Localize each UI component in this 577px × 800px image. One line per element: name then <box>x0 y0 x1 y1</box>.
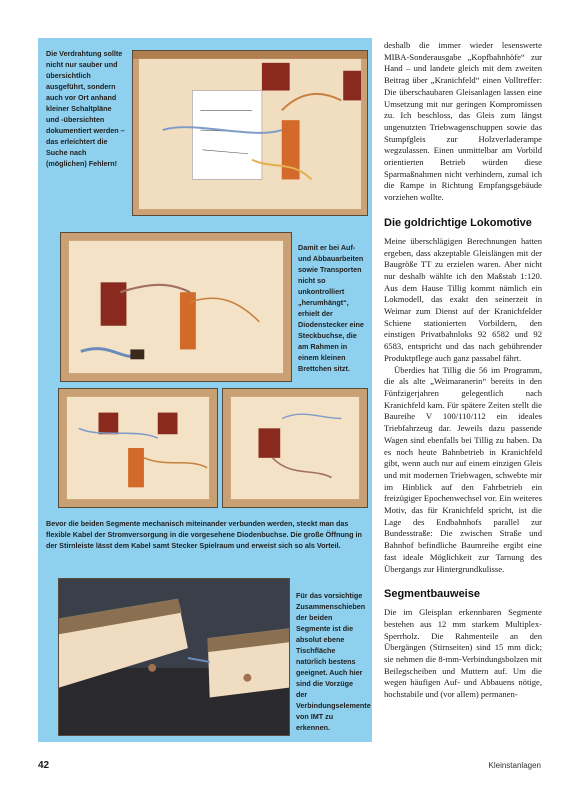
photo-segment-left <box>58 388 218 508</box>
photo-diode-plug <box>60 232 292 382</box>
photo-segment-right <box>222 388 368 508</box>
page-number: 42 <box>38 760 50 771</box>
article-paragraph: deshalb die immer wieder lesenswerte MIBA-Sonderausgabe „Kopfbahnhöfe“ zur Hand – und landete gleich mit dem zweiten Beitrag über „Kranichfeld“ einen Volltreffer: Die überschaubaren Gleisanlagen lassen eine Umsetzung mit nur geringen Kompromissen zu. Ich beschloss, das Gleis zum längst ungenutzten Triebwagenschuppen sowie das Stumpfgleis zur Holzverladerampe wegzulassen. Einen unmittelbar am Vorbild orientierten Betrieb würden diese Sparmaßnahmen nicht verhindern, zumal ich die Rampe in Richtung Empfangsgebäude vorziehen wollte. <box>384 40 542 203</box>
photo-panel <box>38 38 372 742</box>
photo-segments-joining <box>58 578 290 736</box>
caption-wiring: Die Verdrahtung sollte nicht nur sauber und übersichtlich ausgeführt, sondern auch vor Ort anhand kleiner Schaltpläne und -übersichten dokumentiert werden – das erleichtert die Suche nach (möglichen) Fehlern! <box>46 49 125 168</box>
section-heading-segmentbauweise: Segmentbauweise <box>384 588 480 601</box>
caption-diode-plug: Damit er bei Auf- und Abbauarbeiten sowie Transporten nicht so unkontrolliert „herumhängt“, erhielt der Diodenstecker eine Steckbuchse, die am Rahmen in einem kleinen Brettchen sitzt. <box>298 243 364 373</box>
section-label: Kleinstanlagen <box>488 761 541 770</box>
article-paragraph: Überdies hat Tillig die 56 im Programm, die als alte „Weimaranerin“ bereits in den Fünfzigerjahren gelegentlich nach Kranichfeld kam. Für spätere Zeiten stellt die Baureihe V 100/110/112 ein ideales Triebfahrzeug dar. Jeweils dazu passende Wagen sind ebenfalls bei Tillig zu haben. Da es noch heute Bahnbetrieb in Kranichfeld gibt, wenn auch nur auf einem einzigen Gleis und mit modernen Triebwagen, schwebte mir im Hinblick auf den Fahrbetrieb ein freizügiger Epochenwechsel vor. Ein weiteres Motiv, das für Kranichfeld spricht, ist die Lage des Endbahnhofs parallel zur Bundesstraße: Die zwischen Straße und Bahnhof befindliche Baumreihe ergibt eine fast ideale Möglichkeit zur Tarnung des Übergangs zur Hintergrundkulisse. <box>384 364 542 574</box>
article-column <box>384 40 542 701</box>
photo-wiring-overview <box>132 50 368 216</box>
article-paragraph: Die im Gleisplan erkennbaren Segmente bestehen aus 12 mm starkem Multiplex-Sperrholz. Die Rahmenteile an den Übergängen (Stirnseiten) sind 15 mm dick; sie nehmen die 8-mm-Verbindungsbolzen mit Beilegscheiben und Muttern auf. Um die wegen häufigen Auf- und Abbauens nötige, hochstabile und (vor allem) permanen- <box>384 607 542 700</box>
caption-segments-joining: Für das vorsichtige Zusammenschieben der beiden Segmente ist die absolut ebene Tischfläche natürlich bestens geeignet. Auch hier sind die Vorzüge der Verbindungselemente von IMT zu erkennen. <box>296 591 371 732</box>
caption-power-cable: Bevor die beiden Segmente mechanisch miteinander verbunden werden, steckt man das flexible Kabel der Stromversorgung in die vorgesehene Diodenbuchse. Die große Öffnung in der Stirnleiste lässt dem Kabel samt Stecker Spielraum und erweist sich so als Vorteil. <box>46 519 362 550</box>
article-paragraph: Meine überschlägigen Berechnungen hatten ergeben, dass akzeptable Gleislängen mit der Baugröße TT zu erzielen waren. Aber nicht nur deshalb wählte ich den Maßstab 1:120. Aus dem Hause Tillig kommt nämlich ein Lokmodell, das exakt den seinerzeit in Weimar zum Dienst auf der Kranichfelder Schiene stationierten Vorbildern, den einstigen Privatbahnloks 92 6582 und 92 6583, entspricht und das nach gebührender Produktpflege auch ganz passabel fährt. <box>384 235 542 363</box>
section-heading-lokomotive: Die goldrichtige Lokomotive <box>384 216 532 229</box>
